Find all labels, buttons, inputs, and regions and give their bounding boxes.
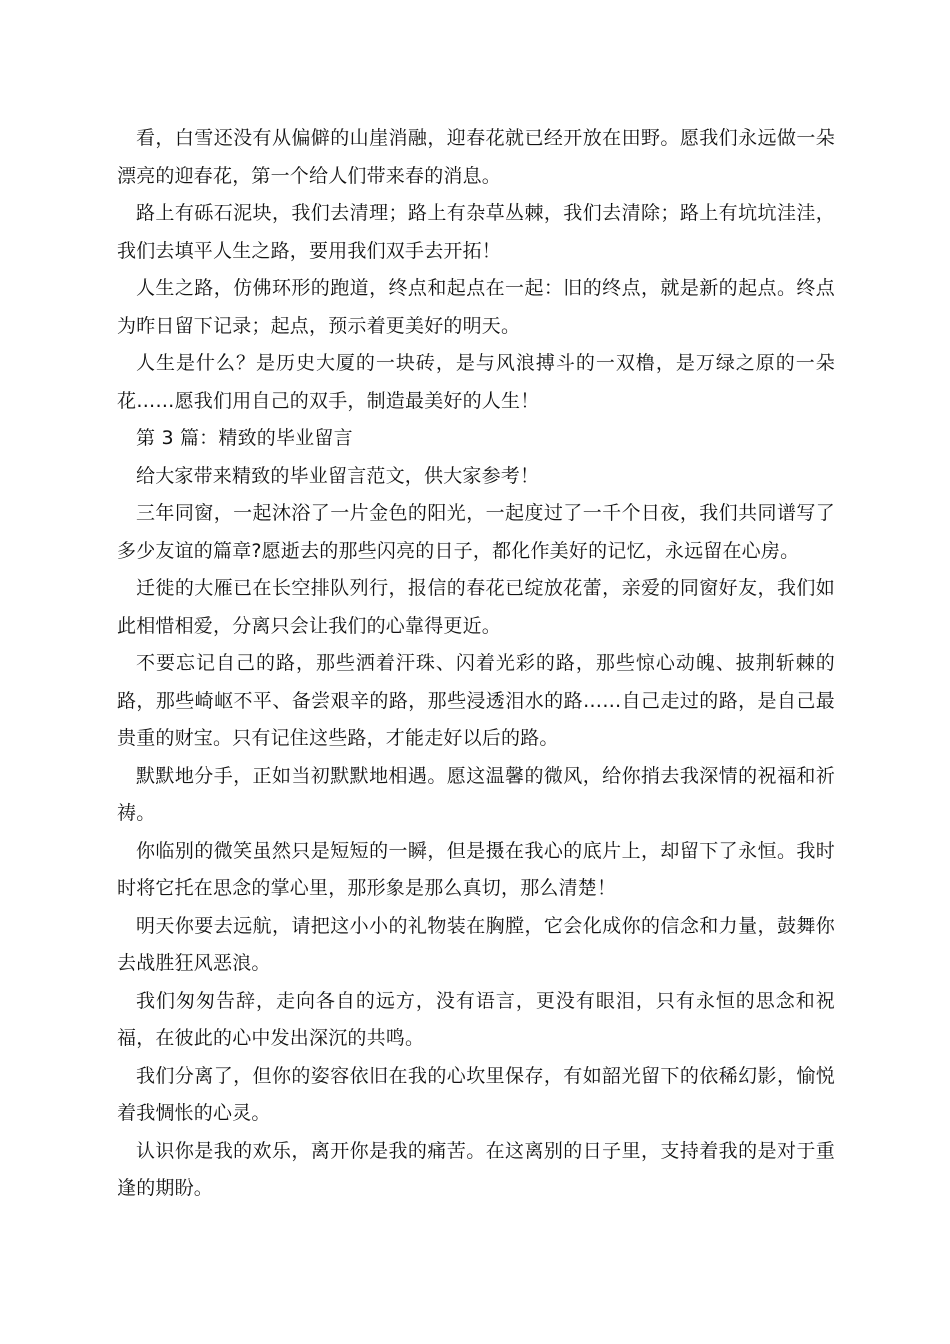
section-heading: 第 3 篇：精致的毕业留言 [136, 427, 353, 449]
paragraph: 迁徙的大雁已在长空排队列行，报信的春花已绽放花蕾，亲爱的同窗好友，我们如此相惜相爱，分离只会让我们的心靠得更近。 [117, 577, 835, 637]
paragraph: 我们分离了，但你的姿容依旧在我的心坎里保存，有如韶光留下的依稀幻影，愉悦着我惆怅的心灵。 [117, 1064, 835, 1124]
paragraph: 我们匆匆告辞，走向各自的远方，没有语言，更没有眼泪，只有永恒的思念和祝福，在彼此的心中发出深沉的共鸣。 [117, 989, 835, 1049]
paragraph: 看，白雪还没有从偏僻的山崖消融，迎春花就已经开放在田野。愿我们永远做一朵漂亮的迎春花，第一个给人们带来春的消息。 [117, 127, 835, 187]
paragraph: 你临别的微笑虽然只是短短的一瞬，但是摄在我心的底片上，却留下了永恒。我时时将它托在思念的掌心里，那形象是那么真切，那么清楚！ [117, 839, 835, 899]
paragraph: 认识你是我的欢乐，离开你是我的痛苦。在这离别的日子里，支持着我的是对于重逢的期盼。 [117, 1139, 835, 1199]
paragraph: 不要忘记自己的路，那些洒着汗珠、闪着光彩的路，那些惊心动魄、披荆斩棘的路，那些崎岖不平、备尝艰辛的路，那些浸透泪水的路……自己走过的路，是自己最贵重的财宝。只有记住这些路，才能走好以后的路。 [117, 652, 835, 749]
paragraph: 人生是什么？是历史大厦的一块砖，是与风浪搏斗的一双橹，是万绿之原的一朵花……愿我们用自己的双手，制造最美好的人生！ [117, 352, 835, 412]
paragraph: 明天你要去远航，请把这小小的礼物装在胸膛，它会化成你的信念和力量，鼓舞你去战胜狂风恶浪。 [117, 914, 835, 974]
paragraph: 三年同窗，一起沐浴了一片金色的阳光，一起度过了一千个日夜，我们共同谱写了多少友谊的篇章?愿逝去的那些闪亮的日子，都化作美好的记忆，永远留在心房。 [117, 502, 835, 562]
paragraph: 人生之路，仿佛环形的跑道，终点和起点在一起：旧的终点，就是新的起点。终点为昨日留下记录；起点，预示着更美好的明天。 [117, 277, 835, 337]
document-body [117, 120, 835, 1208]
paragraph: 默默地分手，正如当初默默地相遇。愿这温馨的微风，给你捎去我深情的祝福和祈祷。 [117, 764, 835, 824]
paragraph: 路上有砾石泥块，我们去清理；路上有杂草丛棘，我们去清除；路上有坑坑洼洼，我们去填平人生之路，要用我们双手去开拓！ [117, 202, 835, 262]
paragraph: 给大家带来精致的毕业留言范文，供大家参考！ [136, 464, 540, 487]
